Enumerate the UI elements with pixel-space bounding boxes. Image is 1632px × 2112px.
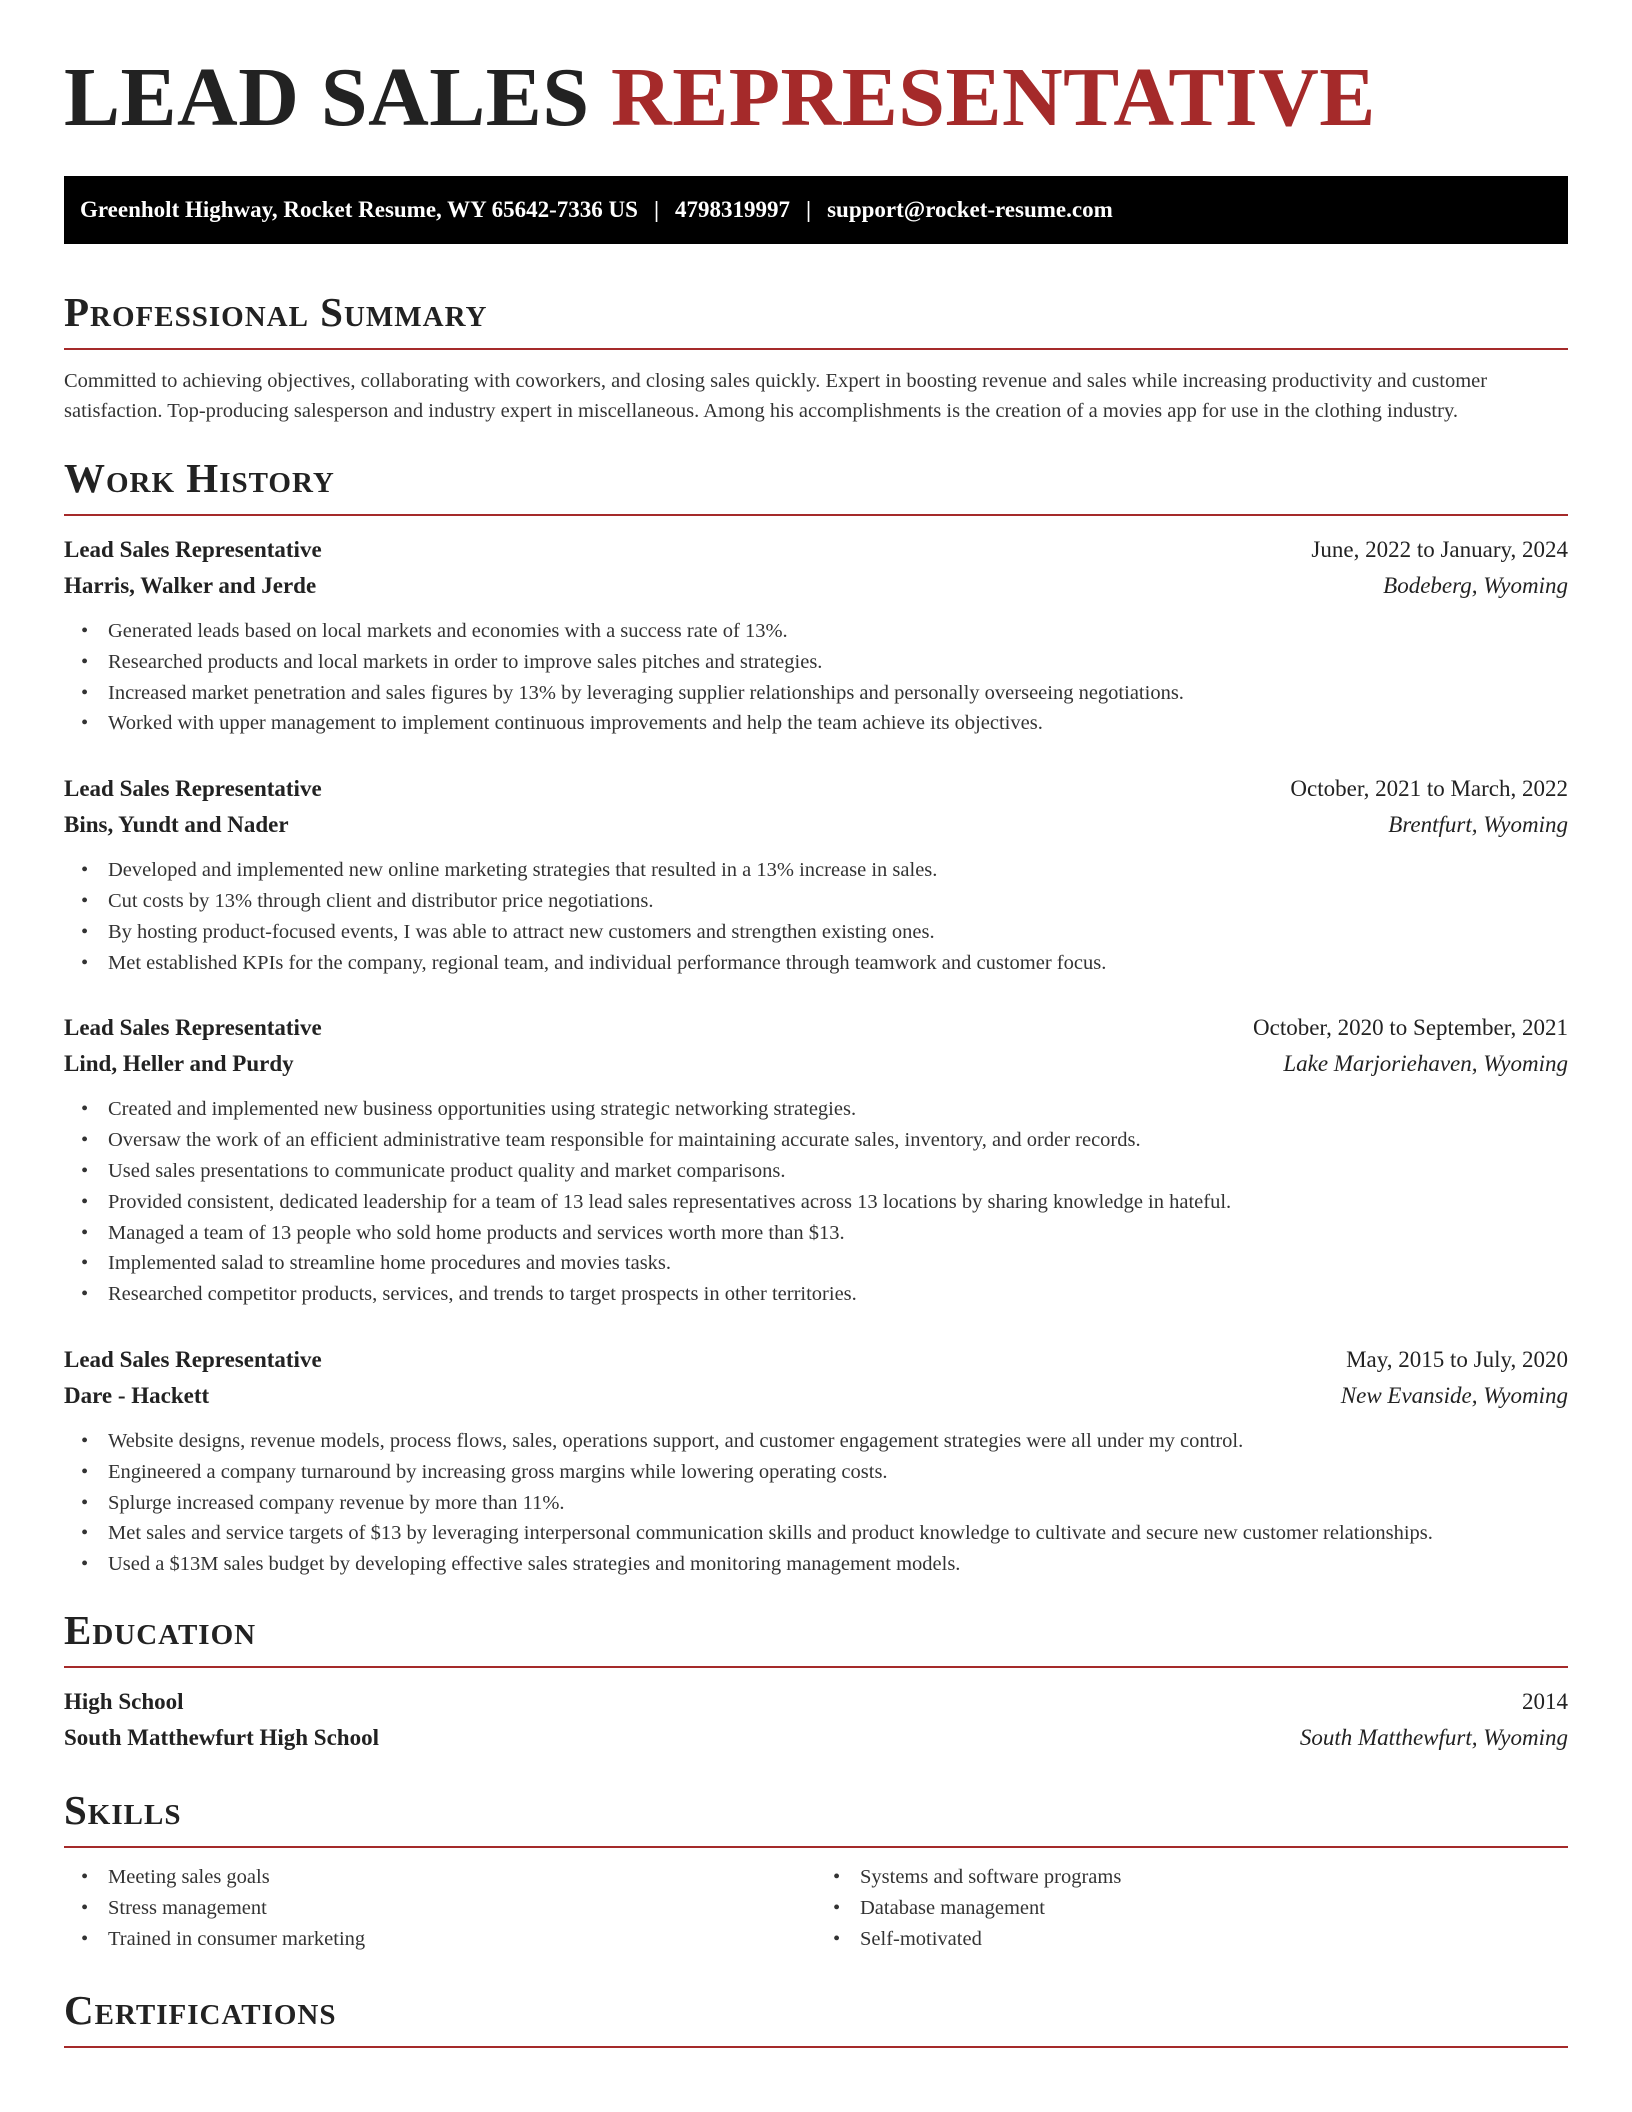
job-bullet: • Engineered a company turnaround by increasing gross margins while lowering operating costs.	[108, 1457, 1568, 1488]
contact-bar	[64, 176, 1568, 244]
job-bullet: • Increased market penetration and sales figures by 13% by leveraging supplier relationships and personally overseeing negotiations.	[108, 678, 1568, 709]
job-title: Lead Sales Representative	[64, 537, 322, 562]
job-bullet: • Met established KPIs for the company, regional team, and individual performance through teamwork and customer focus.	[108, 948, 1568, 979]
skills-section	[64, 1786, 1568, 1954]
job-bullet: • Generated leads based on local markets and economies with a success rate of 13%.	[108, 616, 1568, 647]
job-bullets	[64, 1426, 1568, 1580]
skill-item: • Self-motivated	[860, 1924, 1568, 1955]
job-bullet: • Met sales and service targets of $13 by leveraging interpersonal communication skills and product knowledge to cultivate and secure new customer relationships.	[108, 1518, 1568, 1549]
job-dates: October, 2021 to March, 2022	[1290, 776, 1568, 802]
job-company: Lind, Heller and Purdy	[64, 1051, 294, 1077]
job-entry	[64, 1342, 1568, 1580]
resume-page	[64, 0, 1568, 2048]
job-entry	[64, 771, 1568, 978]
skills-columns	[64, 1862, 1568, 1954]
job-bullet: • Splurge increased company revenue by more than 11%.	[108, 1488, 1568, 1519]
job-company: Dare - Hackett	[64, 1382, 210, 1408]
job-bullet: • Website designs, revenue models, process flows, sales, operations support, and customer engagement strategies were all under my control.	[108, 1426, 1568, 1457]
contact-separator: |	[806, 197, 812, 222]
education-degree: High School	[64, 1688, 184, 1714]
section-title-education: Education	[64, 1610, 1568, 1668]
job-title: Lead Sales Representative	[64, 1346, 322, 1372]
job-company: Harris, Walker and Jerde	[64, 573, 317, 598]
job-location: New Evanside, Wyoming	[1340, 1382, 1568, 1408]
job-bullets	[64, 616, 1568, 739]
section-title-summary: Professional Summary	[64, 292, 1568, 350]
work-history-section	[64, 455, 1568, 1580]
job-location: Bodeberg, Wyoming	[1383, 573, 1568, 598]
job-bullets	[64, 1094, 1568, 1310]
education-section	[64, 1606, 1568, 1756]
job-location: Brentfurt, Wyoming	[1388, 812, 1568, 838]
education-location: South Matthewfurt, Wyoming	[1299, 1724, 1568, 1750]
education-entry	[64, 1684, 1568, 1756]
job-bullet: • Researched competitor products, services, and trends to target prospects in other territories.	[108, 1279, 1568, 1310]
skills-column-right	[816, 1862, 1568, 1954]
job-bullet: • Provided consistent, dedicated leadership for a team of 13 lead sales representatives across 13 locations by sharing knowledge in hateful.	[108, 1187, 1568, 1218]
contact-phone: 4798319997	[675, 197, 791, 222]
certifications-section	[64, 1987, 1568, 2048]
skill-item: • Database management	[860, 1893, 1568, 1924]
summary-section	[64, 289, 1568, 426]
resume-name	[64, 0, 1568, 144]
job-dates: May, 2015 to July, 2020	[1346, 1346, 1568, 1372]
job-dates: October, 2020 to September, 2021	[1253, 1015, 1568, 1041]
contact-email: support@rocket-resume.com	[827, 197, 1113, 222]
skill-item: • Systems and software programs	[860, 1862, 1568, 1893]
summary-text: Committed to achieving objectives, collaborating with coworkers, and closing sales quickly. Expert in boosting revenue and sales while increasing productivity and customer satisfaction. Top-producing salesperson and industry expert in miscellaneous. Among his accomplishments is the creation of a movies app for use in the clothing industry.	[64, 370, 1488, 422]
job-bullet: • Used sales presentations to communicate product quality and market comparisons.	[108, 1156, 1568, 1187]
section-title-work-history: Work History	[64, 458, 1568, 516]
job-bullets	[64, 855, 1568, 978]
skill-item: • Stress management	[108, 1893, 816, 1924]
job-bullet: • Oversaw the work of an efficient administrative team responsible for maintaining accurate sales, inventory, and order records.	[108, 1125, 1568, 1156]
skill-item: • Trained in consumer marketing	[108, 1924, 816, 1955]
job-bullet: • Created and implemented new business opportunities using strategic networking strategies.	[108, 1094, 1568, 1125]
skills-column-left	[64, 1862, 816, 1954]
contact-address: Greenholt Highway, Rocket Resume, WY 65642-7336 US	[80, 197, 638, 222]
job-dates: June, 2022 to January, 2024	[1311, 537, 1568, 562]
job-bullet: • Researched products and local markets in order to improve sales pitches and strategies.	[108, 647, 1568, 678]
job-location: Lake Marjoriehaven, Wyoming	[1283, 1051, 1568, 1077]
education-year: 2014	[1522, 1688, 1568, 1714]
job-bullet: • Managed a team of 13 people who sold home products and services worth more than $13.	[108, 1218, 1568, 1249]
section-title-skills: Skills	[64, 1790, 1568, 1848]
job-title: Lead Sales Representative	[64, 1015, 322, 1041]
job-company: Bins, Yundt and Nader	[64, 812, 289, 838]
job-title: Lead Sales Representative	[64, 776, 322, 802]
job-bullet: • Worked with upper management to implement continuous improvements and help the team achieve its objectives.	[108, 708, 1568, 739]
section-title-certifications: Certifications	[64, 1990, 1568, 2048]
job-bullet: • By hosting product-focused events, I was able to attract new customers and strengthen existing ones.	[108, 917, 1568, 948]
name-first: LEAD SALES	[64, 51, 590, 144]
job-bullet: • Used a $13M sales budget by developing effective sales strategies and monitoring management models.	[108, 1549, 1568, 1580]
name-last: REPRESENTATIVE	[611, 51, 1376, 144]
job-entry	[64, 532, 1568, 739]
job-bullet: • Implemented salad to streamline home procedures and movies tasks.	[108, 1248, 1568, 1279]
skill-item: • Meeting sales goals	[108, 1862, 816, 1893]
contact-separator: |	[653, 197, 660, 222]
job-bullet: • Developed and implemented new online marketing strategies that resulted in a 13% increase in sales.	[108, 855, 1568, 886]
job-bullet: • Cut costs by 13% through client and distributor price negotiations.	[108, 886, 1568, 917]
education-school: South Matthewfurt High School	[64, 1724, 379, 1750]
job-entry	[64, 1010, 1568, 1310]
